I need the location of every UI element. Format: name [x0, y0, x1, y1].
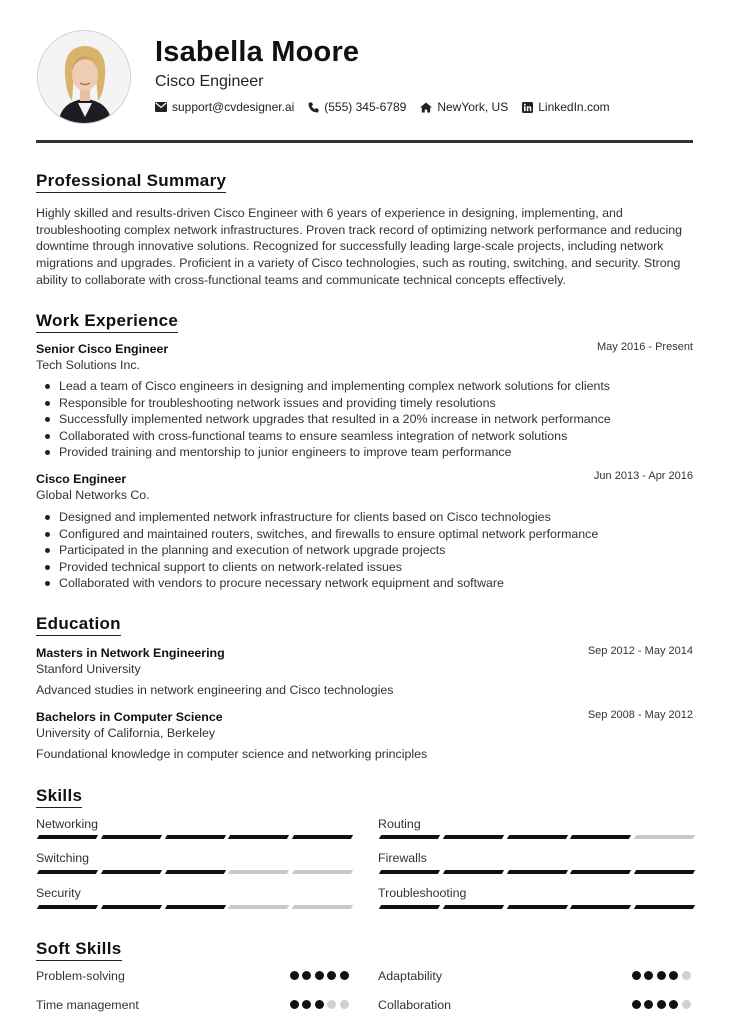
skill-segment-filled: [634, 905, 695, 909]
skill-segment-filled: [37, 870, 98, 874]
school-name: Stanford University: [36, 662, 141, 676]
contact-linkedin[interactable]: [522, 100, 609, 114]
envelope-icon: [155, 102, 167, 112]
contact-phone[interactable]: [308, 100, 406, 114]
rating-dot-filled: [644, 971, 653, 980]
job-dates: May 2016 - Present: [597, 341, 693, 353]
education-dates: Sep 2012 - May 2014: [587, 645, 693, 657]
bullet-item: Collaborated with cross-functional teams to ensure seamless integration of network solutions: [36, 428, 696, 445]
skills-heading: Skills: [36, 786, 82, 808]
degree-title: Bachelors in Computer Science: [36, 710, 223, 724]
bullet-item: Configured and maintained routers, switches, and firewalls to ensure optimal network performance: [36, 526, 696, 543]
rating-dot-filled: [632, 1000, 641, 1009]
skill-segment-filled: [443, 835, 504, 839]
soft-skill-rating: [628, 1000, 691, 1009]
skill-name: Switching: [36, 851, 90, 865]
candidate-name: Isabella Moore: [155, 36, 360, 68]
education-heading: Education: [36, 614, 121, 636]
skill-segment-filled: [506, 835, 567, 839]
rating-dot-filled: [315, 1000, 324, 1009]
school-name: University of California, Berkeley: [36, 726, 216, 740]
job-company: Tech Solutions Inc.: [36, 358, 141, 372]
phone-icon: [308, 102, 319, 113]
skill-segment-empty: [228, 870, 289, 874]
education-description: Foundational knowledge in computer science and networking principles: [36, 747, 428, 761]
skill-segment-filled: [634, 870, 695, 874]
contact-email[interactable]: [155, 100, 294, 114]
skill-segment-filled: [570, 870, 631, 874]
phone-text: (555) 345-6789: [324, 100, 407, 114]
skill-level-bar: [380, 835, 694, 839]
skill-name: Firewalls: [378, 851, 427, 865]
rating-dot-filled: [632, 971, 641, 980]
skill-segment-filled: [506, 905, 567, 909]
experience-heading: Work Experience: [36, 311, 178, 333]
skill-name: Security: [36, 886, 81, 900]
skill-segment-filled: [443, 870, 504, 874]
skill-segment-filled: [570, 905, 631, 909]
skill-segment-filled: [379, 835, 440, 839]
skill-segment-filled: [228, 835, 289, 839]
soft-skill-rating: [286, 971, 349, 980]
skill-segment-filled: [443, 905, 504, 909]
skill-segment-filled: [292, 835, 353, 839]
linkedin-text: LinkedIn.com: [538, 100, 610, 114]
soft-skill-name: Adaptability: [378, 969, 443, 983]
rating-dot-filled: [657, 971, 666, 980]
skill-name: Troubleshooting: [378, 886, 467, 900]
rating-dot-filled: [669, 971, 678, 980]
rating-dot-filled: [302, 971, 311, 980]
skill-level-bar: [380, 905, 694, 909]
summary-text: Highly skilled and results-driven Cisco Engineer with 6 years of experience in designing, implementing, and troubleshooting complex network infrastructures. Proven track record of optimizing network performance and reducing downtime through innovative solutions. Recognized for successfully leading large-scale projects, including network migrations and upgrades. Proficient in a variety of Cisco technologies, such as routing, switching, and security. Strong ability to collaborate with cross-functional teams and communicate technical concepts effectively.: [36, 206, 683, 287]
skill-segment-empty: [228, 905, 289, 909]
bullet-item: Collaborated with vendors to procure necessary network equipment and software: [36, 575, 696, 592]
skill-name: Routing: [378, 817, 421, 831]
skill-level-bar: [38, 835, 352, 839]
skill-segment-filled: [101, 905, 162, 909]
home-icon: [420, 102, 432, 113]
soft-skill-name: Problem-solving: [36, 969, 125, 983]
linkedin-icon: [522, 102, 533, 113]
skill-segment-empty: [292, 905, 353, 909]
rating-dot-filled: [302, 1000, 311, 1009]
bullet-item: Participated in the planning and execution of network upgrade projects: [36, 542, 696, 559]
bullet-item: Provided technical support to clients on network-related issues: [36, 559, 696, 576]
soft-skill-rating: [286, 1000, 349, 1009]
email-text: support@cvdesigner.ai: [172, 100, 295, 114]
skill-segment-filled: [164, 835, 225, 839]
skill-name: Networking: [36, 817, 98, 831]
rating-dot-filled: [290, 1000, 299, 1009]
bullet-item: Provided training and mentorship to junior engineers to improve team performance: [36, 444, 696, 461]
skill-segment-filled: [379, 870, 440, 874]
skill-segment-filled: [570, 835, 631, 839]
bullet-item: Designed and implemented network infrastructure for clients based on Cisco technologies: [36, 509, 696, 526]
rating-dot-filled: [644, 1000, 653, 1009]
skill-segment-filled: [506, 870, 567, 874]
rating-dot-filled: [669, 1000, 678, 1009]
skill-segment-filled: [37, 835, 98, 839]
candidate-title: Cisco Engineer: [155, 73, 264, 90]
contact-location: [420, 100, 508, 114]
skill-segment-empty: [292, 870, 353, 874]
rating-dot-empty: [682, 1000, 691, 1009]
soft-skill-name: Time management: [36, 998, 139, 1012]
job-role: Senior Cisco Engineer: [36, 342, 169, 356]
education-description: Advanced studies in network engineering and Cisco technologies: [36, 683, 394, 697]
degree-title: Masters in Network Engineering: [36, 646, 225, 660]
skill-segment-filled: [379, 905, 440, 909]
rating-dot-empty: [682, 971, 691, 980]
skill-segment-filled: [164, 905, 225, 909]
bullet-item: Responsible for troubleshooting network issues and providing timely resolutions: [36, 395, 696, 412]
skill-segment-filled: [37, 905, 98, 909]
skill-level-bar: [38, 905, 352, 909]
header-divider: [36, 140, 693, 143]
soft-skill-rating: [628, 971, 691, 980]
education-dates: Sep 2008 - May 2012: [587, 709, 693, 721]
rating-dot-filled: [290, 971, 299, 980]
rating-dot-filled: [340, 971, 349, 980]
job-bullets: [36, 378, 696, 461]
bullet-item: Successfully implemented network upgrades that resulted in a 20% increase in network performance: [36, 411, 696, 428]
job-bullets: [36, 509, 696, 592]
contact-bar: [155, 100, 624, 114]
summary-heading: Professional Summary: [36, 171, 226, 193]
skill-level-bar: [380, 870, 694, 874]
rating-dot-empty: [327, 1000, 336, 1009]
rating-dot-empty: [340, 1000, 349, 1009]
skill-segment-filled: [101, 870, 162, 874]
job-role: Cisco Engineer: [36, 472, 127, 486]
skill-level-bar: [38, 870, 352, 874]
location-text: NewYork, US: [437, 100, 509, 114]
bullet-item: Lead a team of Cisco engineers in designing and implementing complex network solutions for clients: [36, 378, 696, 395]
job-dates: Jun 2013 - Apr 2016: [593, 470, 693, 482]
rating-dot-filled: [327, 971, 336, 980]
skill-segment-filled: [164, 870, 225, 874]
soft-skills-heading: Soft Skills: [36, 939, 122, 961]
skill-segment-filled: [101, 835, 162, 839]
skill-segment-empty: [634, 835, 695, 839]
profile-photo: [37, 30, 131, 124]
job-company: Global Networks Co.: [36, 488, 150, 502]
soft-skill-name: Collaboration: [378, 998, 452, 1012]
rating-dot-filled: [657, 1000, 666, 1009]
rating-dot-filled: [315, 971, 324, 980]
